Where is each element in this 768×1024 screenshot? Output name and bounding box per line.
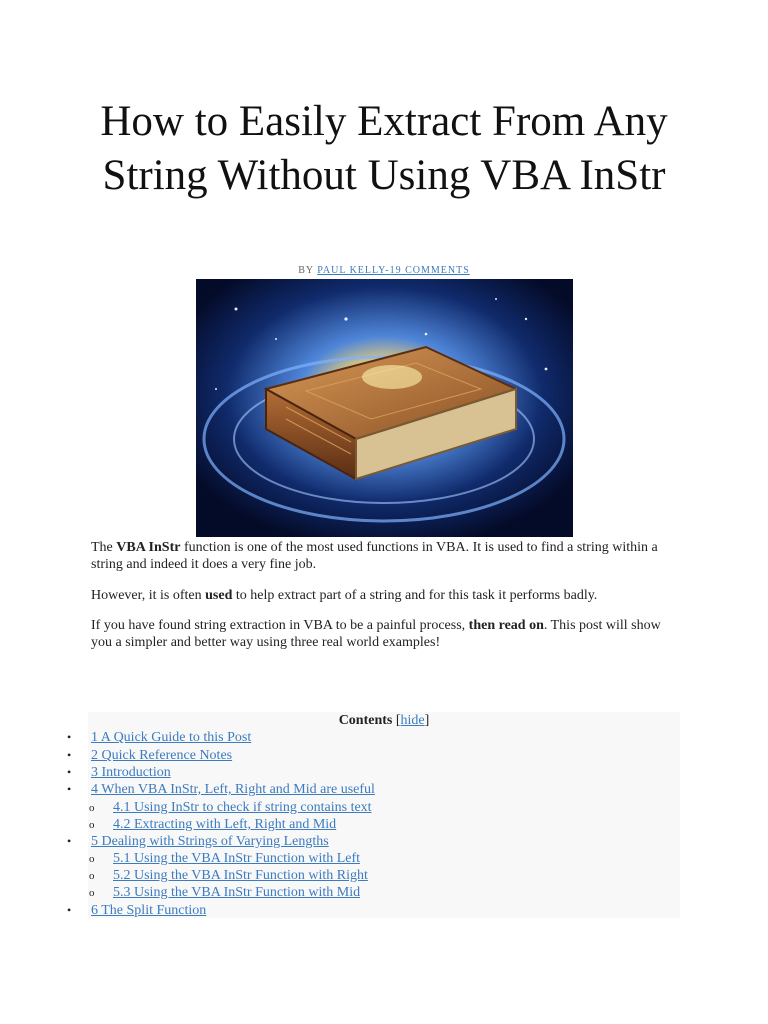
comments-link[interactable]: 19 COMMENTS	[389, 265, 470, 276]
toc-item[interactable]: o 5.3 Using the VBA InStr Function with Mid	[89, 885, 361, 900]
toc-item[interactable]: • 3 Introduction	[67, 765, 171, 780]
hero-image	[196, 279, 573, 537]
toc-title: Contents	[338, 713, 393, 728]
toc-item[interactable]: o 4.2 Extracting with Left, Right and Mid	[89, 817, 337, 832]
article-title: How to Easily Extract From Any String Without Using VBA InStr	[100, 98, 668, 199]
toc-item[interactable]: • 1 A Quick Guide to this Post	[67, 730, 252, 745]
intro-paragraph-3: If you have found string extraction in VBA to be a painful process, then read on. This post will show you a simpler and better way using three real world examples!	[91, 618, 661, 650]
toc-item[interactable]: o 5.2 Using the VBA InStr Function with Right	[89, 868, 368, 883]
toc-item[interactable]: o 5.1 Using the VBA InStr Function with Left	[89, 851, 361, 866]
author-link[interactable]: PAUL KELLY	[317, 265, 386, 276]
intro-paragraph-2: However, it is often used to help extract part of a string and for this task it performs badly.	[91, 588, 598, 603]
toc-hide-link[interactable]: hide	[400, 713, 425, 728]
toc-header: Contents [hide]	[338, 713, 430, 728]
toc-item[interactable]: • 2 Quick Reference Notes	[67, 748, 233, 763]
byline-prefix: BY	[298, 265, 318, 276]
toc-item[interactable]: • 4 When VBA InStr, Left, Right and Mid are useful	[67, 782, 375, 797]
byline-separator[interactable]: -	[385, 265, 390, 276]
byline	[0, 265, 768, 276]
toc-item[interactable]: • 6 The Split Function	[67, 903, 207, 918]
toc-item[interactable]: • 5 Dealing with Strings of Varying Lengths	[67, 834, 329, 849]
intro-paragraph-1: The VBA InStr function is one of the most used functions in VBA. It is used to find a string within a string and indeed it does a very fine job.	[91, 540, 658, 572]
toc-item[interactable]: o 4.1 Using InStr to check if string contains text	[89, 800, 372, 815]
